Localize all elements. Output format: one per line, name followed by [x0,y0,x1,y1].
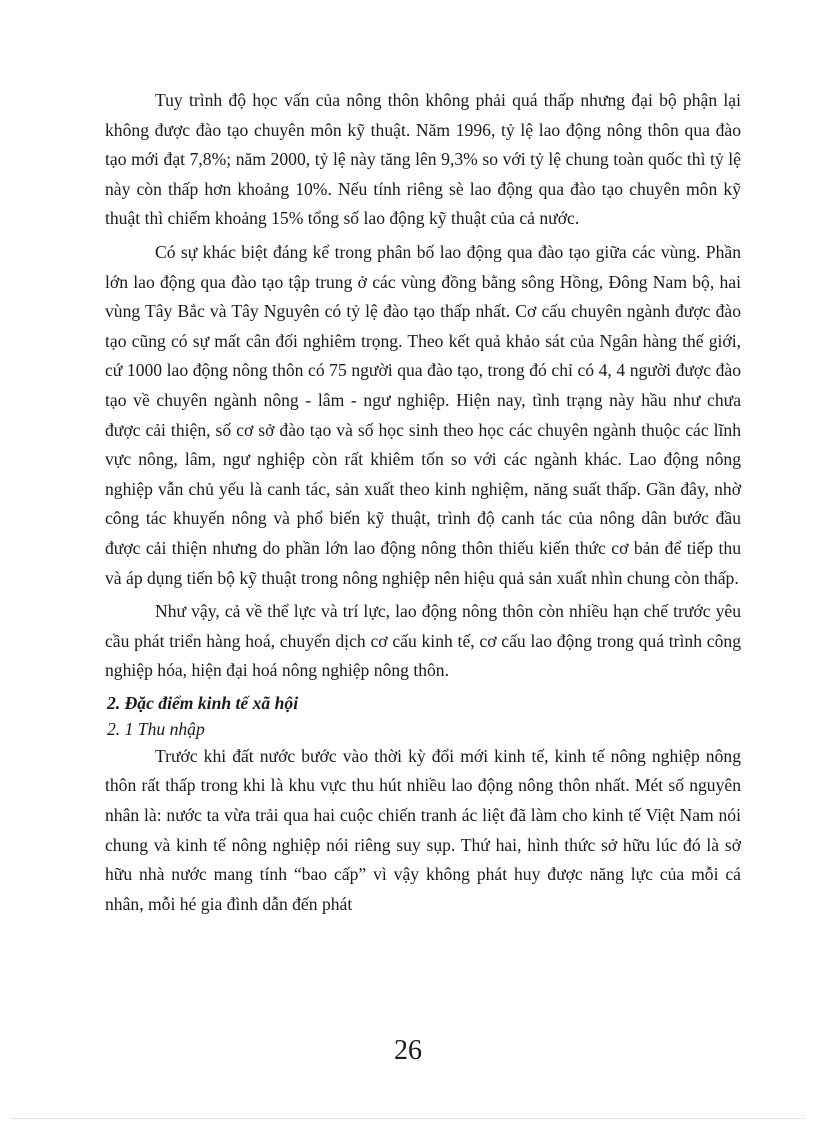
page-number: 26 [394,1035,422,1066]
paragraph-income: Trước khi đất nước bước vào thời kỳ đổi mới kinh tế, kinh tế nông nghiệp nông thôn rất thấp trong khi là khu vực thu hút nhiều lao động nông thôn nhất. Mét số nguyên nhân là: nước ta vừa trải qua hai cuộc chiến tranh ác liệt đã làm cho kinh tế Việt Nam nói chung và kinh tế nông nghiệp nói riêng suy sụp. Thứ hai, hình thức sở hữu lúc đó là sở hữu nhà nước mang tính “bao cấp” vì vậy không phát huy được năng lực của mỗi cá nhân, mỗi hé gia đình dẫn đến phát [105,745,741,914]
page-body [105,86,741,923]
paragraph-conclusion: Như vậy, cả về thể lực và trí lực, lao động nông thôn còn nhiều hạn chế trước yêu cầu phát triển hàng hoá, chuyển dịch cơ cấu kinh tế, cơ cấu lao động trong quá trình công nghiệp hóa, hiện đại hoá nông nghiệp nông thôn. [105,601,741,681]
subsection-heading: 2. 1 Thu nhập [107,718,205,739]
footer-divider [12,1118,804,1119]
section-heading: 2. Đặc điểm kinh tế xã hội [107,692,299,713]
paragraph-regional-differences: Có sự khác biệt đáng kể trong phân bố lao động qua đào tạo giữa các vùng. Phần lớn lao động qua đào tạo tập trung ở các vùng đồng bằng sông Hồng, Đông Nam bộ, hai vùng Tây Bắc và Tây Nguyên có tỷ lệ đào tạo thấp nhất. Cơ cấu chuyên ngành được đào tạo cũng có sự mất cân đối nghiêm trọng. Theo kết quả khảo sát của Ngân hàng thế giới, cứ 1000 lao động nông thôn có 75 người qua đào tạo, trong đó chỉ có 4, 4 người được đào tạo về chuyên ngành nông - lâm - ngư nghiệp. Hiện nay, tình trạng này hầu như chưa được cải thiện, số cơ sở đào tạo và số học sinh theo học các chuyên ngành thuộc các lĩnh vực nông, lâm, ngư nghiệp còn rất khiêm tốn so với các ngành khác. Lao động nông nghiệp vẫn chủ yếu là canh tác, sản xuất theo kinh nghiệm, năng suất thấp. Gần đây, nhờ công tác khuyến nông và phổ biến kỹ thuật, trình độ canh tác của nông dân bước đầu được cải thiện nhưng do phần lớn lao động nông thôn thiếu kiến thức cơ bản để tiếp thu và áp dụng tiến bộ kỹ thuật trong nông nghiệp nên hiệu quả sản xuất nhìn chung còn thấp. [105,241,741,588]
paragraph-education-level: Tuy trình độ học vấn của nông thôn không phải quá thấp nhưng đại bộ phận lại không được đào tạo chuyên môn kỹ thuật. Năm 1996, tỷ lệ lao động nông thôn qua đào tạo mới đạt 7,8%; năm 2000, tỷ lệ này tăng lên 9,3% so với tỷ lệ chung toàn quốc thì tỷ lệ này còn thấp hơn khoảng 10%. Nếu tính riêng sè lao động qua đào tạo chuyên môn kỹ thuật thì chiếm khoảng 15% tổng số lao động kỹ thuật của cả nước. [105,90,741,229]
